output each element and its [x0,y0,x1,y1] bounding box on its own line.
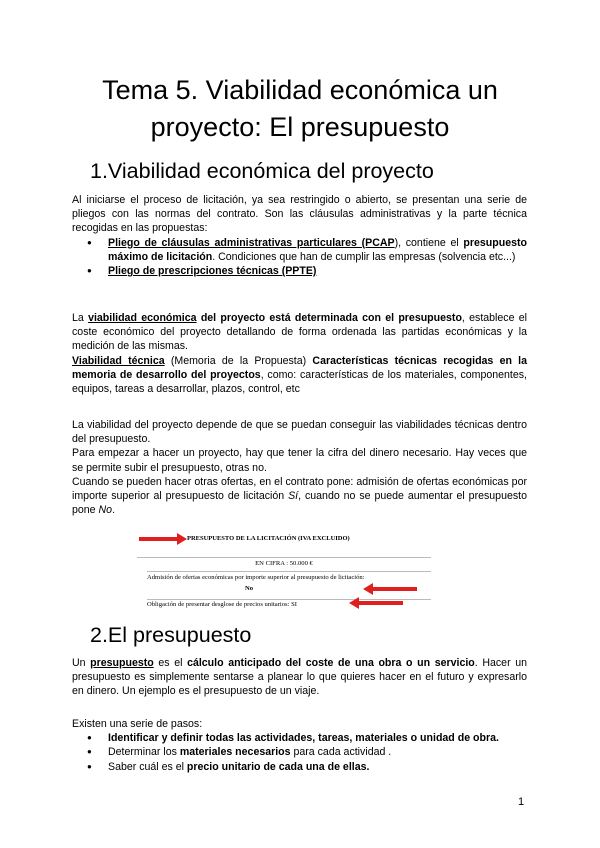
step-3-a: Saber cuál es el [108,760,187,773]
document-title [60,72,540,146]
list-item [72,731,527,745]
para-ofertas [72,475,527,518]
arrow-left-icon [363,583,417,595]
list-item [72,760,527,774]
figure-header: PRESUPUESTO DE LA LICITACIÓN (IVA EXCLUIDO) [187,535,350,542]
steps-block [72,717,527,774]
section-1-intro-block [72,193,527,278]
page-number: 1 [518,796,525,808]
viabilidad-tecnica-paragraph [72,354,527,397]
figure-row-desglose: Obligación de presentar desglose de precios unitarios: SI [147,599,431,608]
para3-rest: , como: características de los materiales, componentes, equipos, tareas a desarrollar, plazos, control, etc [72,368,527,396]
si-term: Sí [288,490,299,503]
presupuesto-definition [72,656,527,699]
section-2-heading: 2.El presupuesto [90,623,252,647]
depende-block [72,418,527,517]
presupuesto-term: presupuesto [90,657,154,669]
para-empezar: Para empezar a hacer un proyecto, hay que tener la cifra del dinero necesario. Hay veces que se permite subir el presupuesto, otras no. [72,447,527,474]
presupuesto-figure [137,531,431,613]
para3-a: (Memoria de la Propuesta) [164,354,313,367]
figure-row-admision: Admisión de ofertas económicas por importe superior al presupuesto de licitación: [147,571,431,581]
para6-a: Cuando se pueden hacer otras ofertas, en el contrato pone: admisión de ofertas económicas por importe superior al presupuesto de licitación [72,475,527,503]
list-item [72,264,527,278]
arrow-left-icon [349,597,403,609]
steps-list [72,731,527,774]
pliegos-list [72,236,527,279]
presupuesto-maximo-term: presupuesto máximo de licitación [108,236,527,263]
bullet1-rest: . Condiciones que han de cumplir las empresas (solvencia etc...) [212,250,516,263]
steps-intro: Existen una serie de pasos: [72,718,203,730]
para2-start: La [72,312,89,324]
bullet1-mid: ), contiene el [394,236,464,249]
figure-row-cifra: EN CIFRA : 50.000 € [137,557,431,567]
para2-bold: del proyecto está determinada con el presupuesto [196,312,462,324]
list-item [72,745,527,759]
step-2-bold: materiales necesarios [179,746,291,759]
s2-para-rest: . Hacer un presupuesto es simplemente sentarse a planear lo que quieres hacer en el futuro y expresarlo en dinero. Un ejemplo es el presupuesto de un viaje. [72,657,528,698]
step-3-bold: precio unitario de cada una de ellas. [186,760,370,773]
viabilidad-tecnica-term: Viabilidad técnica [72,354,165,367]
step-2-rest: para cada actividad . [290,746,392,759]
para2-rest: , establece el coste económico del proyecto detallando de forma ordenada las partidas económicas y la medición de las mismas. [72,312,527,353]
no-term: No [98,504,113,517]
s2-para-start: Un [72,657,91,669]
s2-para-b: es el [153,657,188,669]
ppte-term: Pliego de prescripciones técnicas (PPTE) [108,265,317,278]
step-2-a: Determinar los [108,746,180,759]
para-depende: La viabilidad del proyecto depende de que se puedan conseguir las viabilidades técnicas dentro del presupuesto. [72,419,527,446]
title-line-2: proyecto: El presupuesto [150,112,450,142]
list-item [72,236,527,264]
para3-bold: Características técnicas recogidas en la memoria de desarrollo del proyectos [72,354,528,381]
viabilidad-economica-term: viabilidad económica [88,312,197,324]
figure-row-no: No [245,585,254,592]
viabilidad-economica-paragraph [72,311,527,354]
step-1: Identificar y definir todas las actividades, tareas, materiales o unidad de obra. [108,732,499,745]
arrow-right-icon [139,533,187,545]
title-line-1: Tema 5. Viabilidad económica un [102,75,498,105]
para6-end: . [112,504,116,517]
viabilidad-block [72,311,527,396]
s2-para-bold: cálculo anticipado del coste de una obra o un servicio [187,657,475,669]
para6-b: , cuando no se puede aumentar el presupuesto pone [72,490,527,517]
intro-paragraph: Al iniciarse el proceso de licitación, ya sea restringido o abierto, se presentan una serie de pliegos con las normas del contrato. Son las cláusulas administrativas y la parte técnica recogidas en las propuestas: [72,194,527,235]
pcap-term: Pliego de cláusulas administrativas particulares (PCAP [108,236,395,249]
section-1-heading: 1.Viabilidad económica del proyecto [90,159,434,183]
